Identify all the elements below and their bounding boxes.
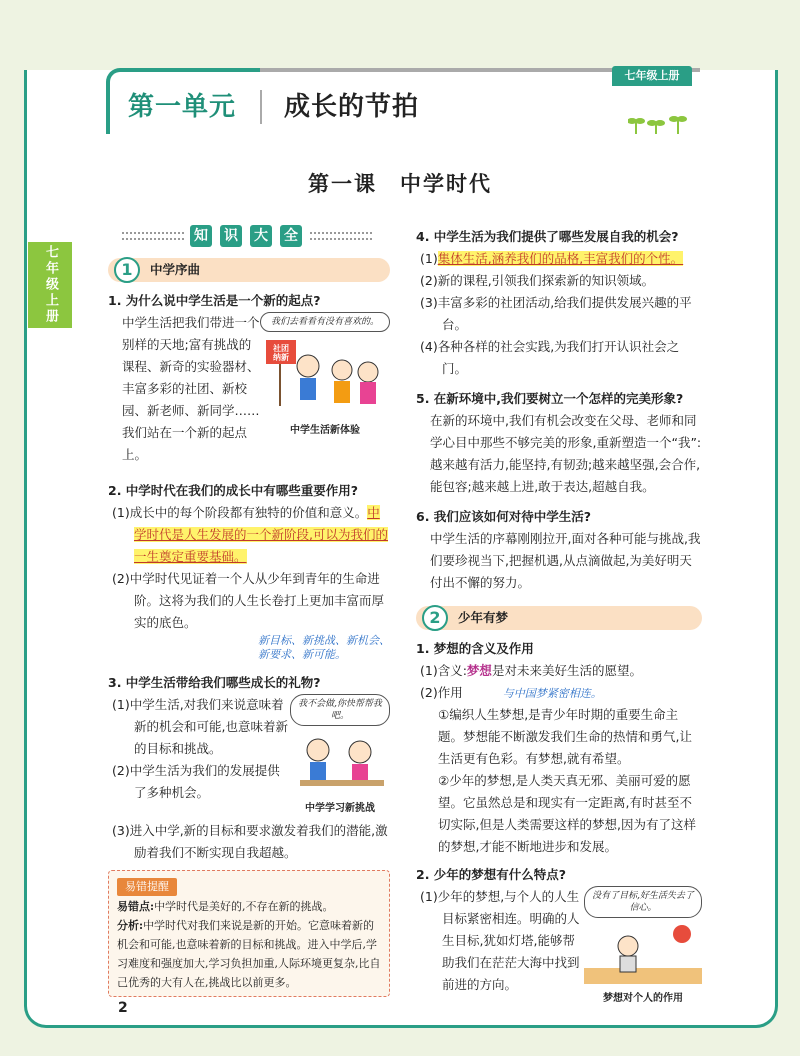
section-header [108,258,390,282]
tip-point [117,897,381,916]
q3-answer-3: (3)进入中学,新的目标和要求激发着我们的潜能,激励着我们不断实现自我超越。 [112,823,388,860]
illustration-caption: 中学生活新体验 [290,425,360,436]
s2-answer-1 [416,660,702,682]
tip-point-label: 易错点: [117,900,155,913]
right-column [416,222,702,1010]
unit-label: 第一单元 [128,92,237,122]
question-2: 2. 中学时代在我们的成长中有哪些重要作用? [108,483,359,498]
section-title: 少年有梦 [458,610,509,625]
highlight-text: 中学时代是人生发展的一个新阶段,可以为我们的一生奠定重要基础。 [134,505,388,564]
knowledge-char: 识 [220,225,242,247]
knowledge-header [122,222,390,250]
highlight-text: 集体生活,涵养我们的品格,丰富我们的个性。 [437,251,684,266]
section-title: 中学序曲 [150,262,201,277]
q3-texts [108,694,290,820]
old-man-desert-icon [584,922,702,984]
side-grade-tab: 七年级上册 [28,242,72,328]
illustration-caption: 中学学习新挑战 [305,803,375,814]
s2-q2-block [416,886,702,1010]
illustration-new-experience [260,312,390,466]
unit-header [106,68,696,134]
q3-answer-1: (1)中学生活,对我们来说意味着新的机会和可能,也意味着新的目标和挑战。 [112,697,288,756]
section-header [416,606,702,630]
club-sign-text: 社团纳新 [273,344,289,362]
tip-point-text: 中学时代是美好的,不存在新的挑战。 [154,900,334,913]
tip-analysis-text: 中学时代对我们来说是新的开始。它意味着新的机会和可能,也意味着新的目标和挑战。进入中学后,学习难度和强度加大,学习负担加重,人际环境更复杂,比自己优秀的大有人在,挑战比以前更多。 [117,919,381,989]
dots-right [310,232,372,240]
knowledge-char: 全 [280,225,302,247]
s2-answer-2-1: ①编织人生梦想,是青少年时期的重要生命主题。梦想能不断激发我们生命的热情和勇气,让生活更有色彩。有梦想,就有希望。 [438,707,692,766]
q3-block [108,694,390,820]
section-number: 1 [114,257,140,283]
q1-text: 中学生活把我们带进一个别样的天地;富有挑战的课程、新奇的实验器材、丰富多彩的社团、新校园、新老师、新同学……我们站在一个新的起点上。 [122,315,260,462]
question-5: 5. 在新环境中,我们要树立一个怎样的完美形象? [416,391,684,406]
students-figure-icon [260,336,390,416]
q3-answer-2: (2)中学生活为我们的发展提供了多种机会。 [112,763,280,800]
left-column [108,222,390,997]
unit-title: 成长的节拍 [284,92,420,122]
handwritten-note: 新目标、新挑战、新机会、新要求、新可能。 [258,634,390,661]
s2-answer-2-label: (2)作用 [420,685,463,700]
grade-tab: 七年级上册 [612,66,692,86]
section-number: 2 [422,605,448,631]
q4-answer-1-prefix: (1) [420,251,438,266]
knowledge-char: 知 [190,225,212,247]
students-desk-icon [290,730,390,794]
illustration-caption: 梦想对个人的作用 [603,993,683,1004]
speech-bubble: 我不会做,你快帮帮我吧。 [290,694,390,726]
s2-answer-1-prefix: (1)含义: [420,663,467,678]
q4-answer-2: (2)新的课程,引领我们探索新的知识领域。 [420,273,655,288]
speech-bubble: 我们去看看有没有喜欢的。 [260,312,390,332]
q2-answer-2: (2)中学时代见证着一个人从少年到青年的生命进阶。这将为我们的人生长卷打上更加丰富而厚实的底色。 [112,571,385,630]
tip-analysis [117,916,381,992]
page-number: 2 [118,1000,128,1016]
section2-question-2: 2. 少年的梦想有什么特点? [416,867,567,882]
q2-answer-1 [108,502,390,568]
sprout-icon [628,112,688,138]
q6-text: 中学生活的序幕刚刚拉开,面对各种可能与挑战,我们要珍视当下,把握机遇,从点滴做起,为美好明天付出不懈的努力。 [430,531,701,590]
question-3: 3. 中学生活带给我们哪些成长的礼物? [108,675,321,690]
speech-bubble: 没有了目标,好生活失去了信心。 [584,886,702,918]
s2-answer-2-2: ②少年的梦想,是人类天真无邪、美丽可爱的愿望。它虽然总是和现实有一定距离,有时甚至不切实际,但是人类需要这样的梦想,因为有了这样的梦想,才能不断地进步和发展。 [438,773,696,854]
dots-left [122,232,184,240]
s2-q2-text: (1)少年的梦想,与个人的人生目标紧密相连。明确的人生目标,犹如灯塔,能够帮助我们在茫茫大海中找到前进的方向。 [420,889,580,992]
handwritten-note: 与中国梦紧密相连。 [502,687,602,700]
s2-answer-1-text: 是对未来美好生活的愿望。 [491,663,642,678]
q4-answer-3: (3)丰富多彩的社团活动,给我们提供发展兴趣的平台。 [420,295,692,332]
illustration-dream-effect [584,886,702,1010]
tip-analysis-label: 分析: [117,919,144,932]
keyword-dream: 梦想 [466,663,492,678]
s2-answer-2 [416,682,702,704]
tip-tag: 易错提醒 [117,878,177,896]
illustration-new-challenge [290,694,390,820]
q2-answer-1-text: (1)成长中的每个阶段都有独特的价值和意义。 [112,505,368,520]
common-mistake-box [108,870,390,997]
question-6: 6. 我们应该如何对待中学生活? [416,509,592,524]
q4-answer-1 [416,248,702,270]
question-4: 4. 中学生活为我们提供了哪些发展自我的机会? [416,229,679,244]
q4-answer-4: (4)各种各样的社会实践,为我们打开认识社会之门。 [420,339,680,376]
q5-text: 在新的环境中,我们有机会改变在父母、老师和同学心目中那些不够完美的形象,重新塑造一个“我”:越来越有活力,能坚持,有韧劲;越来越坚强,会合作,能包容;越来越上进,敢于表达,超越自我。 [430,413,702,494]
unit-separator [260,90,262,124]
knowledge-char: 大 [250,225,272,247]
section2-question-1: 1. 梦想的含义及作用 [416,641,534,656]
q1-block [108,312,390,466]
question-1: 1. 为什么说中学生活是一个新的起点? [108,293,321,308]
lesson-title: 第一课 中学时代 [308,171,492,196]
